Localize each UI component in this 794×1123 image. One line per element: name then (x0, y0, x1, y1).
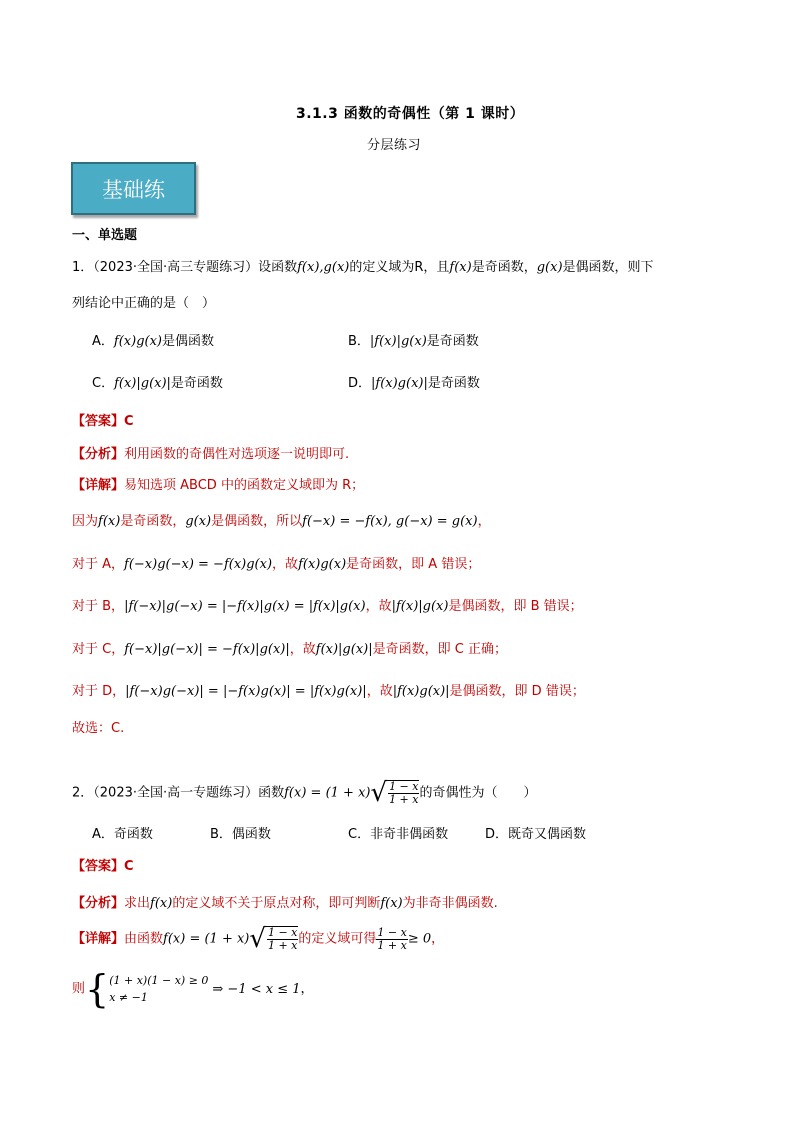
q1-stem-line2: 列结论中正确的是（ ） (72, 296, 216, 311)
q2-option-a[interactable]: A．奇函数 (92, 827, 153, 842)
q1-detail-case-c: 对于 C，f(−x)|g(−x)| = −f(x)|g(x)|，故f(x)|g(x)|是奇函数，即 C 正确； (72, 642, 507, 657)
q1-detail: 【详解】易知选项 ABCD 中的函数定义域即为 R； (72, 478, 365, 493)
q2-option-c[interactable]: C．非奇非偶函数 (348, 827, 449, 842)
q1-detail-case-a: 对于 A，f(−x)g(−x) = −f(x)g(x)，故f(x)g(x)是奇函数，即 A 错误； (72, 557, 481, 572)
q2-system: 则{ (1 + x)(1 − x) ≥ 0 x ≠ −1 ⇒ −1 < x ≤ 1， (72, 967, 314, 1011)
q1-option-a[interactable]: A．f(x)g(x)是偶函数 (92, 334, 215, 349)
q1-conclusion: 故选：C. (72, 721, 125, 736)
q1-option-d[interactable]: D．|f(x)g(x)|是奇函数 (348, 376, 480, 391)
q1-stem-line1: 1．（2023·全国·高三专题练习）设函数f(x),g(x)的定义域为R，且f(x)是奇函数，g(x)是偶函数，则下 (72, 260, 654, 275)
page-subtitle: 分层练习 (367, 138, 422, 153)
q1-detail-case-d: 对于 D，|f(−x)g(−x)| = |−f(x)g(x)| = |f(x)g(x)|，故|f(x)g(x)|是偶函数，即 D 错误； (72, 684, 585, 699)
q1-analysis: 【分析】利用函数的奇偶性对选项逐一说明即可. (72, 447, 350, 462)
q2-answer: 【答案】C (72, 859, 134, 874)
sqrt-sign: √ $\frac{1 - x}{1 + x}$ (370, 778, 419, 808)
q1-option-b[interactable]: B．|f(x)|g(x)是奇函数 (348, 334, 479, 349)
q2-option-d[interactable]: D．既奇又偶函数 (485, 827, 587, 842)
page-title: 3.1.3 函数的奇偶性（第 1 课时） (296, 106, 525, 122)
q2-stem: 2．（2023·全国·高一专题练习）函数f(x) = (1 + x) √ $\frac{1 - x}{1 + x}$ 的奇偶性为（ ） (72, 778, 537, 808)
q1-detail-case-b: 对于 B，|f(−x)|g(−x) = |−f(x)|g(x) = |f(x)|g(x)，故|f(x)|g(x)是偶函数，即 B 错误； (72, 599, 583, 614)
q2-analysis: 【分析】求出f(x)的定义域不关于原点对称，即可判断f(x)为非奇非偶函数. (72, 896, 498, 911)
section-heading: 一、单选题 (72, 228, 138, 243)
q2-detail: 【详解】由函数f(x) = (1 + x) √ $\frac{1 - x}{1 + x}$ 的定义域可得 $\frac{1 - x}{1 + x}$ ≥ 0， (72, 924, 445, 954)
q1-option-c[interactable]: C．f(x)|g(x)|是奇函数 (92, 376, 223, 391)
q2-option-b[interactable]: B．偶函数 (210, 827, 271, 842)
q1-answer: 【答案】C (72, 414, 134, 429)
q1-detail-line1: 因为f(x)是奇函数，g(x)是偶函数，所以f(−x) = −f(x), g(−x) = g(x)， (72, 514, 491, 529)
level-badge: 基础练 (71, 162, 196, 215)
